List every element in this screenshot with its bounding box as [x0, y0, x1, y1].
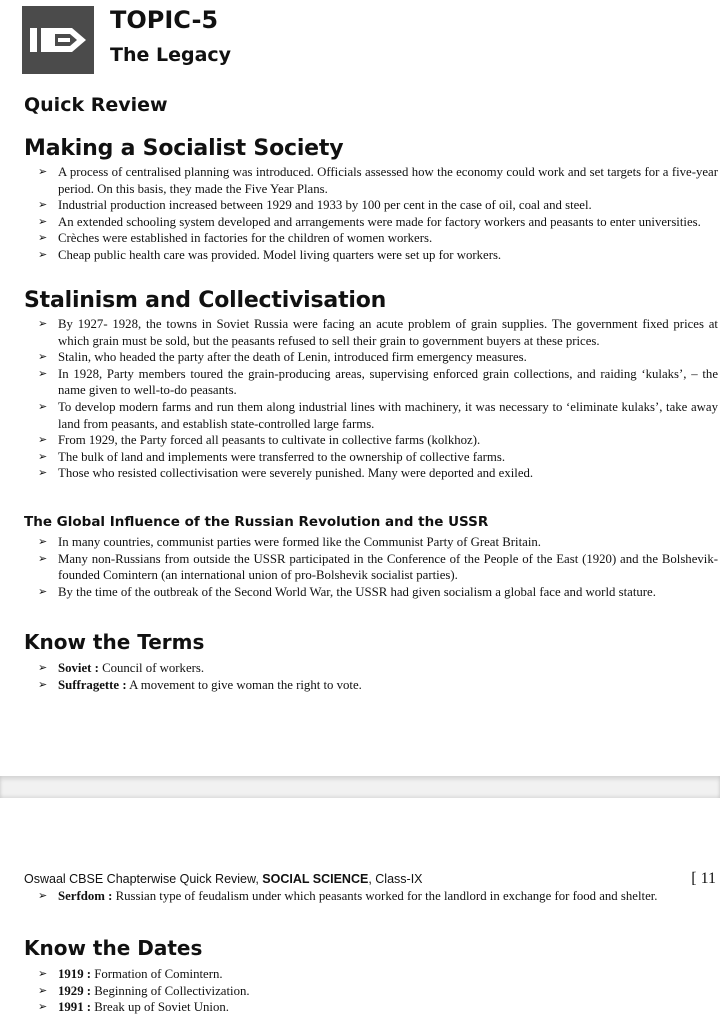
section-heading: Stalinism and Collectivisation	[24, 288, 387, 313]
term-definition: A movement to give woman the right to vote.	[126, 677, 362, 692]
date-label: 1929 :	[58, 983, 92, 998]
arrow-icon: ➢	[38, 248, 48, 261]
topic-title: TOPIC-5	[110, 6, 219, 34]
arrow-icon: ➢	[38, 968, 48, 980]
list-item	[38, 660, 718, 677]
know-the-terms-heading: Know the Terms	[24, 630, 205, 654]
list-item	[38, 999, 718, 1016]
list-item: ➢ Crèches were established in factories for the children of women workers.	[38, 231, 433, 246]
list-item: ➢ Cheap public health care was provided. Model living quarters were set up for workers.	[38, 247, 502, 262]
bullet-list	[38, 164, 718, 264]
list-item: ➢ In many countries, communist parties were formed like the Communist Party of Great Britain.	[38, 535, 541, 549]
arrow-icon: ➢	[38, 890, 48, 902]
list-item	[38, 677, 718, 694]
arrow-icon: ➢	[38, 351, 48, 364]
quick-review-heading: Quick Review	[24, 94, 168, 116]
list-item: ➢ An extended schooling system developed and arrangements were made for factory workers and peasants to enter universities.	[38, 214, 701, 229]
list-item	[38, 966, 718, 983]
arrow-icon: ➢	[38, 678, 48, 691]
page-separator	[0, 776, 720, 798]
page-number: [ 11	[691, 870, 716, 887]
list-item: ➢ Industrial production increased between 1929 and 1933 by 100 per cent in the case of oil, coal and steel.	[38, 198, 592, 213]
arrow-icon: ➢	[38, 450, 48, 463]
arrow-icon: ➢	[38, 662, 48, 674]
date-event: Beginning of Collectivization.	[91, 983, 250, 998]
arrow-icon: ➢	[38, 318, 48, 330]
arrow-icon: ➢	[38, 1001, 48, 1014]
term-label: Suffragette :	[58, 677, 127, 692]
date-label: 1991 :	[58, 1000, 92, 1015]
term-label: Soviet :	[58, 661, 99, 675]
dates-list	[38, 966, 718, 1016]
arrow-icon: ➢	[38, 984, 48, 997]
class-label: , Class-IX	[368, 872, 423, 886]
arrow-icon: ➢	[38, 467, 48, 480]
pen-nib-icon	[28, 22, 88, 58]
arrow-icon: ➢	[38, 585, 48, 598]
date-event: Formation of Comintern.	[91, 967, 223, 981]
arrow-icon: ➢	[38, 199, 48, 212]
topic-badge	[22, 6, 94, 74]
list-item: ➢ Those who resisted collectivisation were severely punished. Many were deported and exiled.	[38, 466, 534, 481]
arrow-icon: ➢	[38, 215, 48, 228]
bullet-list	[38, 534, 718, 600]
arrow-icon: ➢	[38, 434, 48, 447]
know-the-dates-heading: Know the Dates	[24, 936, 203, 960]
date-label: 1919 :	[58, 967, 92, 981]
terms-list	[38, 660, 718, 693]
list-item: ➢ The bulk of land and implements were transferred to the ownership of collective farms.	[38, 449, 506, 464]
topic-subtitle: The Legacy	[110, 44, 232, 66]
list-item	[38, 888, 718, 905]
list-item: ➢ From 1929, the Party forced all peasants to cultivate in collective farms (kolkhoz).	[38, 433, 481, 448]
list-item: ➢ Stalin, who headed the party after the death of Lenin, introduced firm emergency measures.	[38, 350, 527, 365]
list-item: ➢ To develop modern farms and run them along industrial lines with machinery, it was necessary to ‘eliminate kulaks’, take away land from peasants, and establish state-controlled large farms.	[38, 399, 718, 431]
arrow-icon: ➢	[38, 552, 48, 565]
section-heading: The Global Influence of the Russian Revolution and the USSR	[24, 514, 489, 530]
term-label: Serfdom :	[58, 889, 113, 903]
list-item: ➢ Many non-Russians from outside the USSR participated in the Conference of the People of the East (1920) and the Bolshevik-founded Comintern (an international union of pro-Bolshevik socialist parties).	[38, 551, 718, 583]
list-item: ➢ By the time of the outbreak of the Second World War, the USSR had given socialism a global face and world stature.	[38, 584, 656, 599]
book-title: Oswaal CBSE Chapterwise Quick Review,	[24, 872, 263, 886]
date-event: Break up of Soviet Union.	[91, 1000, 229, 1015]
arrow-icon: ➢	[38, 166, 48, 178]
arrow-icon: ➢	[38, 536, 48, 548]
list-item	[38, 983, 718, 1000]
terms-list-continued	[38, 888, 718, 905]
arrow-icon: ➢	[38, 232, 48, 245]
arrow-icon: ➢	[38, 367, 48, 380]
arrow-icon: ➢	[38, 400, 48, 413]
term-definition: Russian type of feudalism under which peasants worked for the landlord in exchange for food and shelter.	[112, 889, 658, 903]
bullet-list	[38, 316, 718, 482]
section-heading: Making a Socialist Society	[24, 136, 344, 161]
list-item: ➢ By 1927- 1928, the towns in Soviet Russia were facing an acute problem of grain supplies. The government fixed prices at which grain must be sold, but the peasants refused to sell their grain to government buyers at these prices.	[38, 317, 718, 348]
list-item: ➢ A process of centralised planning was introduced. Officials assessed how the economy could work and set targets for a five-year period. On this basis, they made the Five Year Plans.	[38, 165, 718, 196]
list-item: ➢ In 1928, Party members toured the grain-producing areas, supervising enforced grain collections, and raiding ‘kulaks’, – the name given to well-to-do peasants.	[38, 366, 718, 398]
term-definition: Council of workers.	[98, 661, 205, 675]
subject-label: SOCIAL SCIENCE	[262, 872, 369, 886]
